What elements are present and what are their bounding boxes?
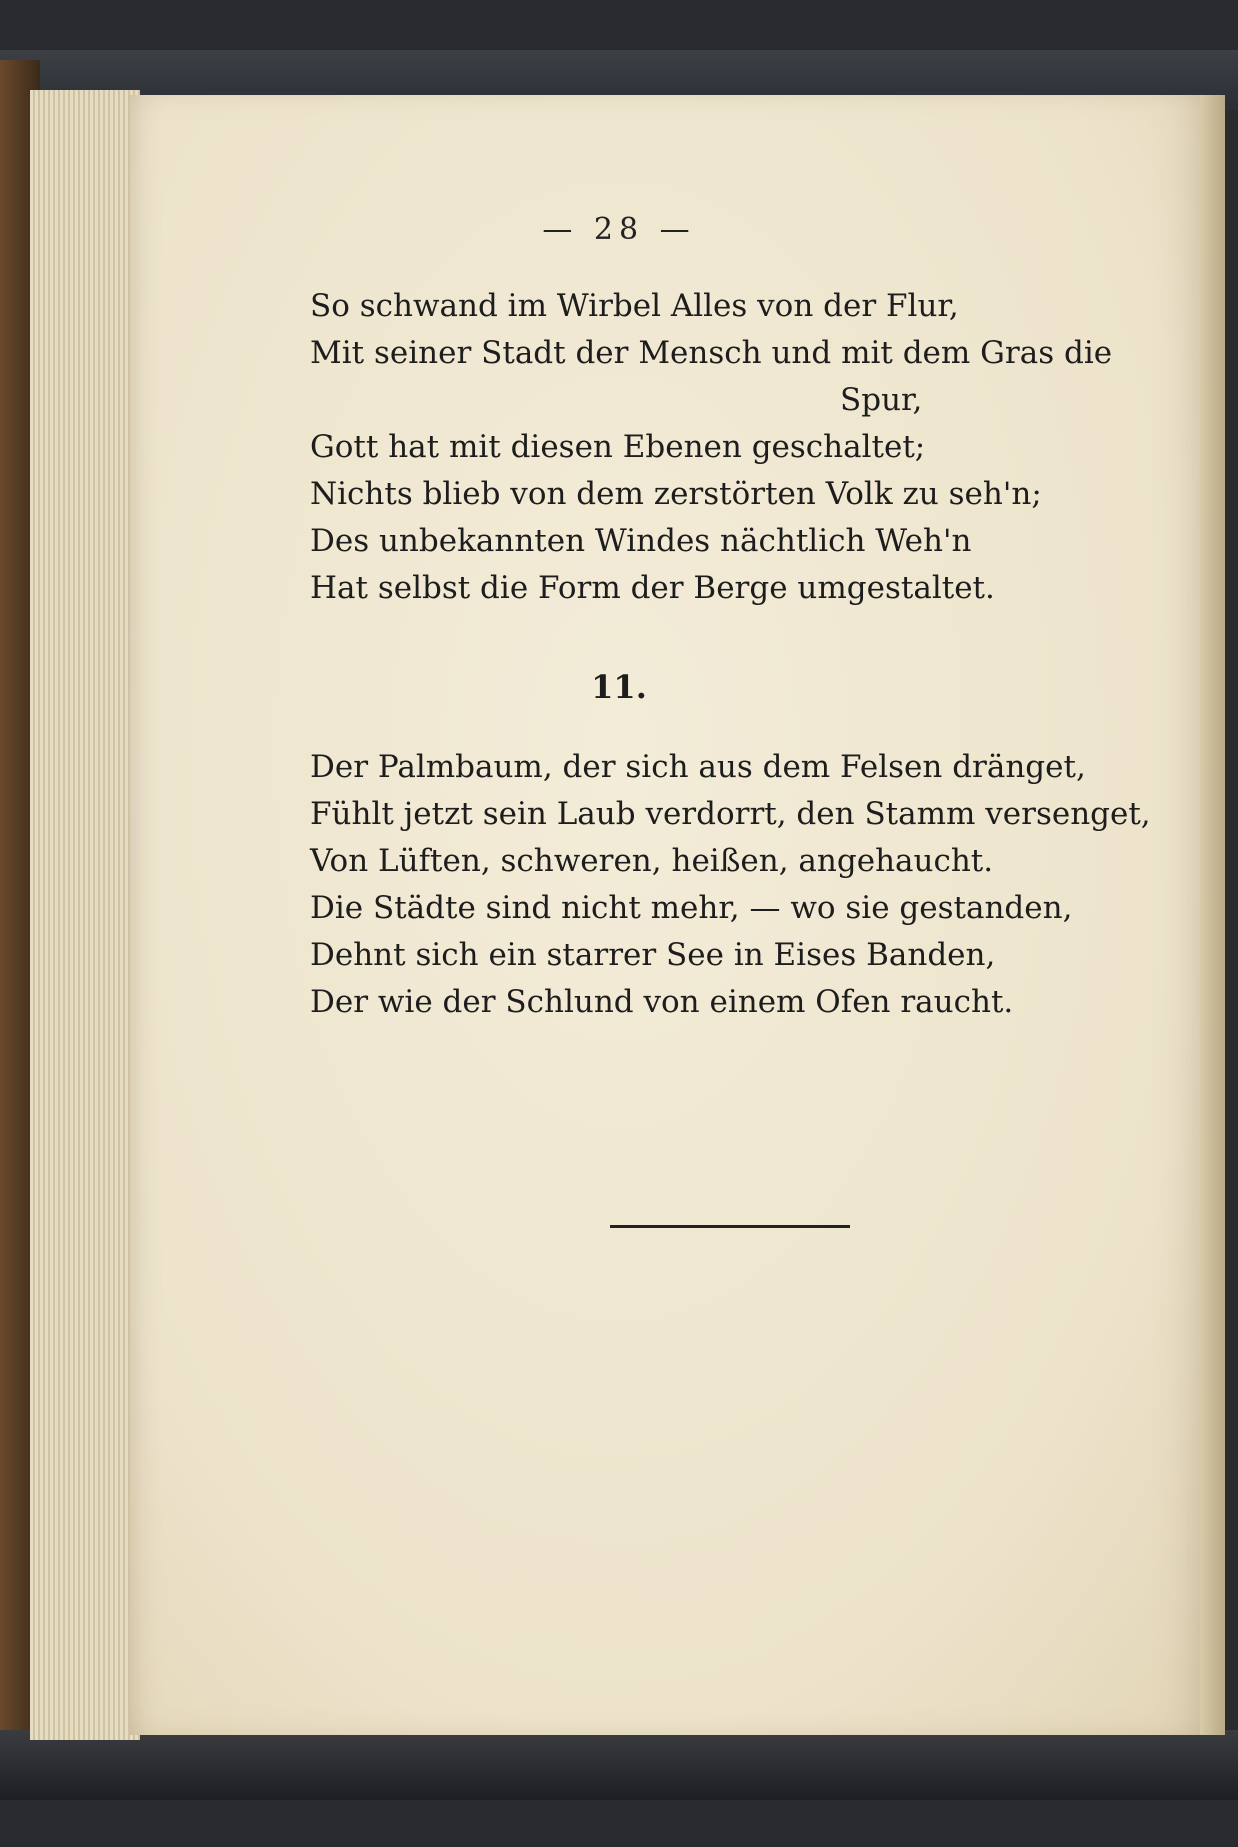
stanza [310,744,1151,1026]
verse-line-continuation: Spur, [840,382,923,418]
verse-line: Dehnt sich ein starrer See in Eises Banden, [310,937,996,973]
stanza [310,283,1112,612]
book-cover-bottom [0,1730,1238,1800]
verse-line: Des unbekannten Windes nächtlich Weh'n [310,523,972,559]
verse-line: Der Palmbaum, der sich aus dem Felsen dränget, [310,749,1086,785]
verse-line: So schwand im Wirbel Alles von der Flur, [310,288,959,324]
verse-line: Nichts blieb von dem zerstörten Volk zu seh'n; [310,476,1042,512]
page-gutter [1200,95,1225,1735]
verse-line: Der wie der Schlund von einem Ofen raucht. [310,984,1014,1020]
verse-line: Mit seiner Stadt der Mensch und mit dem Gras die [310,335,1113,371]
page-number: — 28 — [542,212,696,247]
verse-line: Die Städte sind nicht mehr, — wo sie gestanden, [310,890,1073,926]
section-number: 11. [591,668,647,706]
verse-line: Hat selbst die Form der Berge umgestaltet. [310,570,995,606]
page-edges [30,90,140,1740]
verse-line: Fühlt jetzt sein Laub verdorrt, den Stamm versenget, [310,796,1151,832]
verse-line: Gott hat mit diesen Ebenen geschaltet; [310,429,926,465]
section-divider-rule [610,1225,850,1228]
verse-line: Von Lüften, schweren, heißen, angehaucht. [310,843,994,879]
